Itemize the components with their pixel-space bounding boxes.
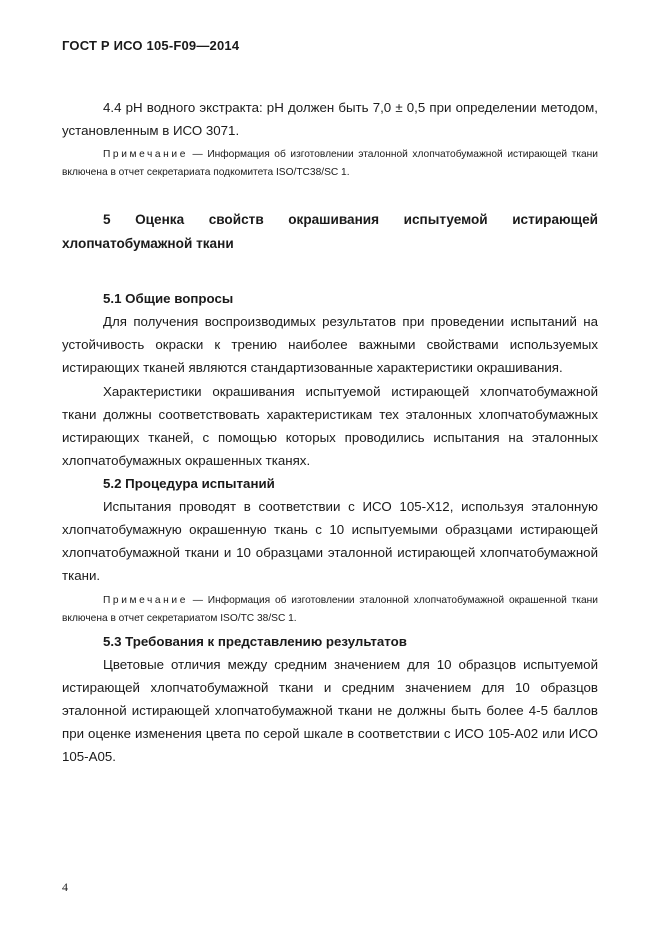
note-1-text: — Информация об изготовлении эталонной хлопчатобумажной истирающей ткани включена в отчет секретариата подкомитета ISO/TC38/SC 1. bbox=[62, 149, 598, 178]
subsection-5-1-paragraph-1: Для получения воспроизводимых результатов при проведении испытаний на устойчивость окраски к трению наиболее важными свойствами используемых истирающих тканей являются стандартизованные характеристики окрашивания. bbox=[62, 314, 598, 375]
subsection-5-2-paragraph-1: Испытания проводят в соответствии с ИСО 105-Х12, используя эталонную хлопчатобумажную окрашенную ткань с 10 испытуемыми образцами истирающей хлопчатобумажной ткани и 10 образцами эталонной истирающей хлопчатобумажной ткани. bbox=[62, 499, 598, 583]
section-5-title bbox=[62, 208, 598, 256]
note-1-label: Примечание bbox=[103, 149, 188, 160]
note-2 bbox=[62, 592, 598, 628]
document-body bbox=[62, 96, 598, 768]
subsection-5-3-paragraph-1: Цветовые отличия между средним значением для 10 образцов испытуемой истирающей хлопчатобумажной ткани и средним значением для 10 образцов эталонной истирающей хлопчатобумажной ткани не должны быть более 4-5 баллов при оценке изменения цвета по серой шкале в соответствии с ИСО 105-А02 или ИСО 105-А05. bbox=[62, 657, 598, 764]
subsection-5-2-heading: 5.2 Процедура испытаний bbox=[103, 476, 275, 491]
subsection-5-1-heading: 5.1 Общие вопросы bbox=[103, 291, 234, 306]
subsection-5-3-heading: 5.3 Требования к представлению результатов bbox=[103, 634, 407, 649]
note-1 bbox=[62, 146, 598, 182]
document-header: ГОСТ Р ИСО 105-F09—2014 bbox=[62, 38, 240, 53]
clause-4-4-text: 4.4 pH водного экстракта: pH должен быть 7,0 ± 0,5 при определении методом, установленным в ИСО 3071. bbox=[62, 100, 598, 138]
page-number: 4 bbox=[62, 880, 68, 894]
section-5-title-line-1: 5 Оценка свойств окрашивания испытуемой истирающей bbox=[103, 212, 598, 227]
section-5-title-line-2: хлопчатобумажной ткани bbox=[62, 236, 234, 251]
note-2-label: Примечание bbox=[103, 595, 188, 606]
note-2-text: — Информация об изготовлении эталонной хлопчатобумажной окрашенной ткани включена в отчет секретариатом ISO/TC 38/SC 1. bbox=[62, 595, 598, 624]
subsection-5-1-paragraph-2: Характеристики окрашивания испытуемой истирающей хлопчатобумажной ткани должны соответствовать характеристикам тех эталонных хлопчатобумажных истирающих тканей, с помощью которых проводились испытания на эталонных хлопчатобумажных окрашенных тканях. bbox=[62, 384, 598, 468]
